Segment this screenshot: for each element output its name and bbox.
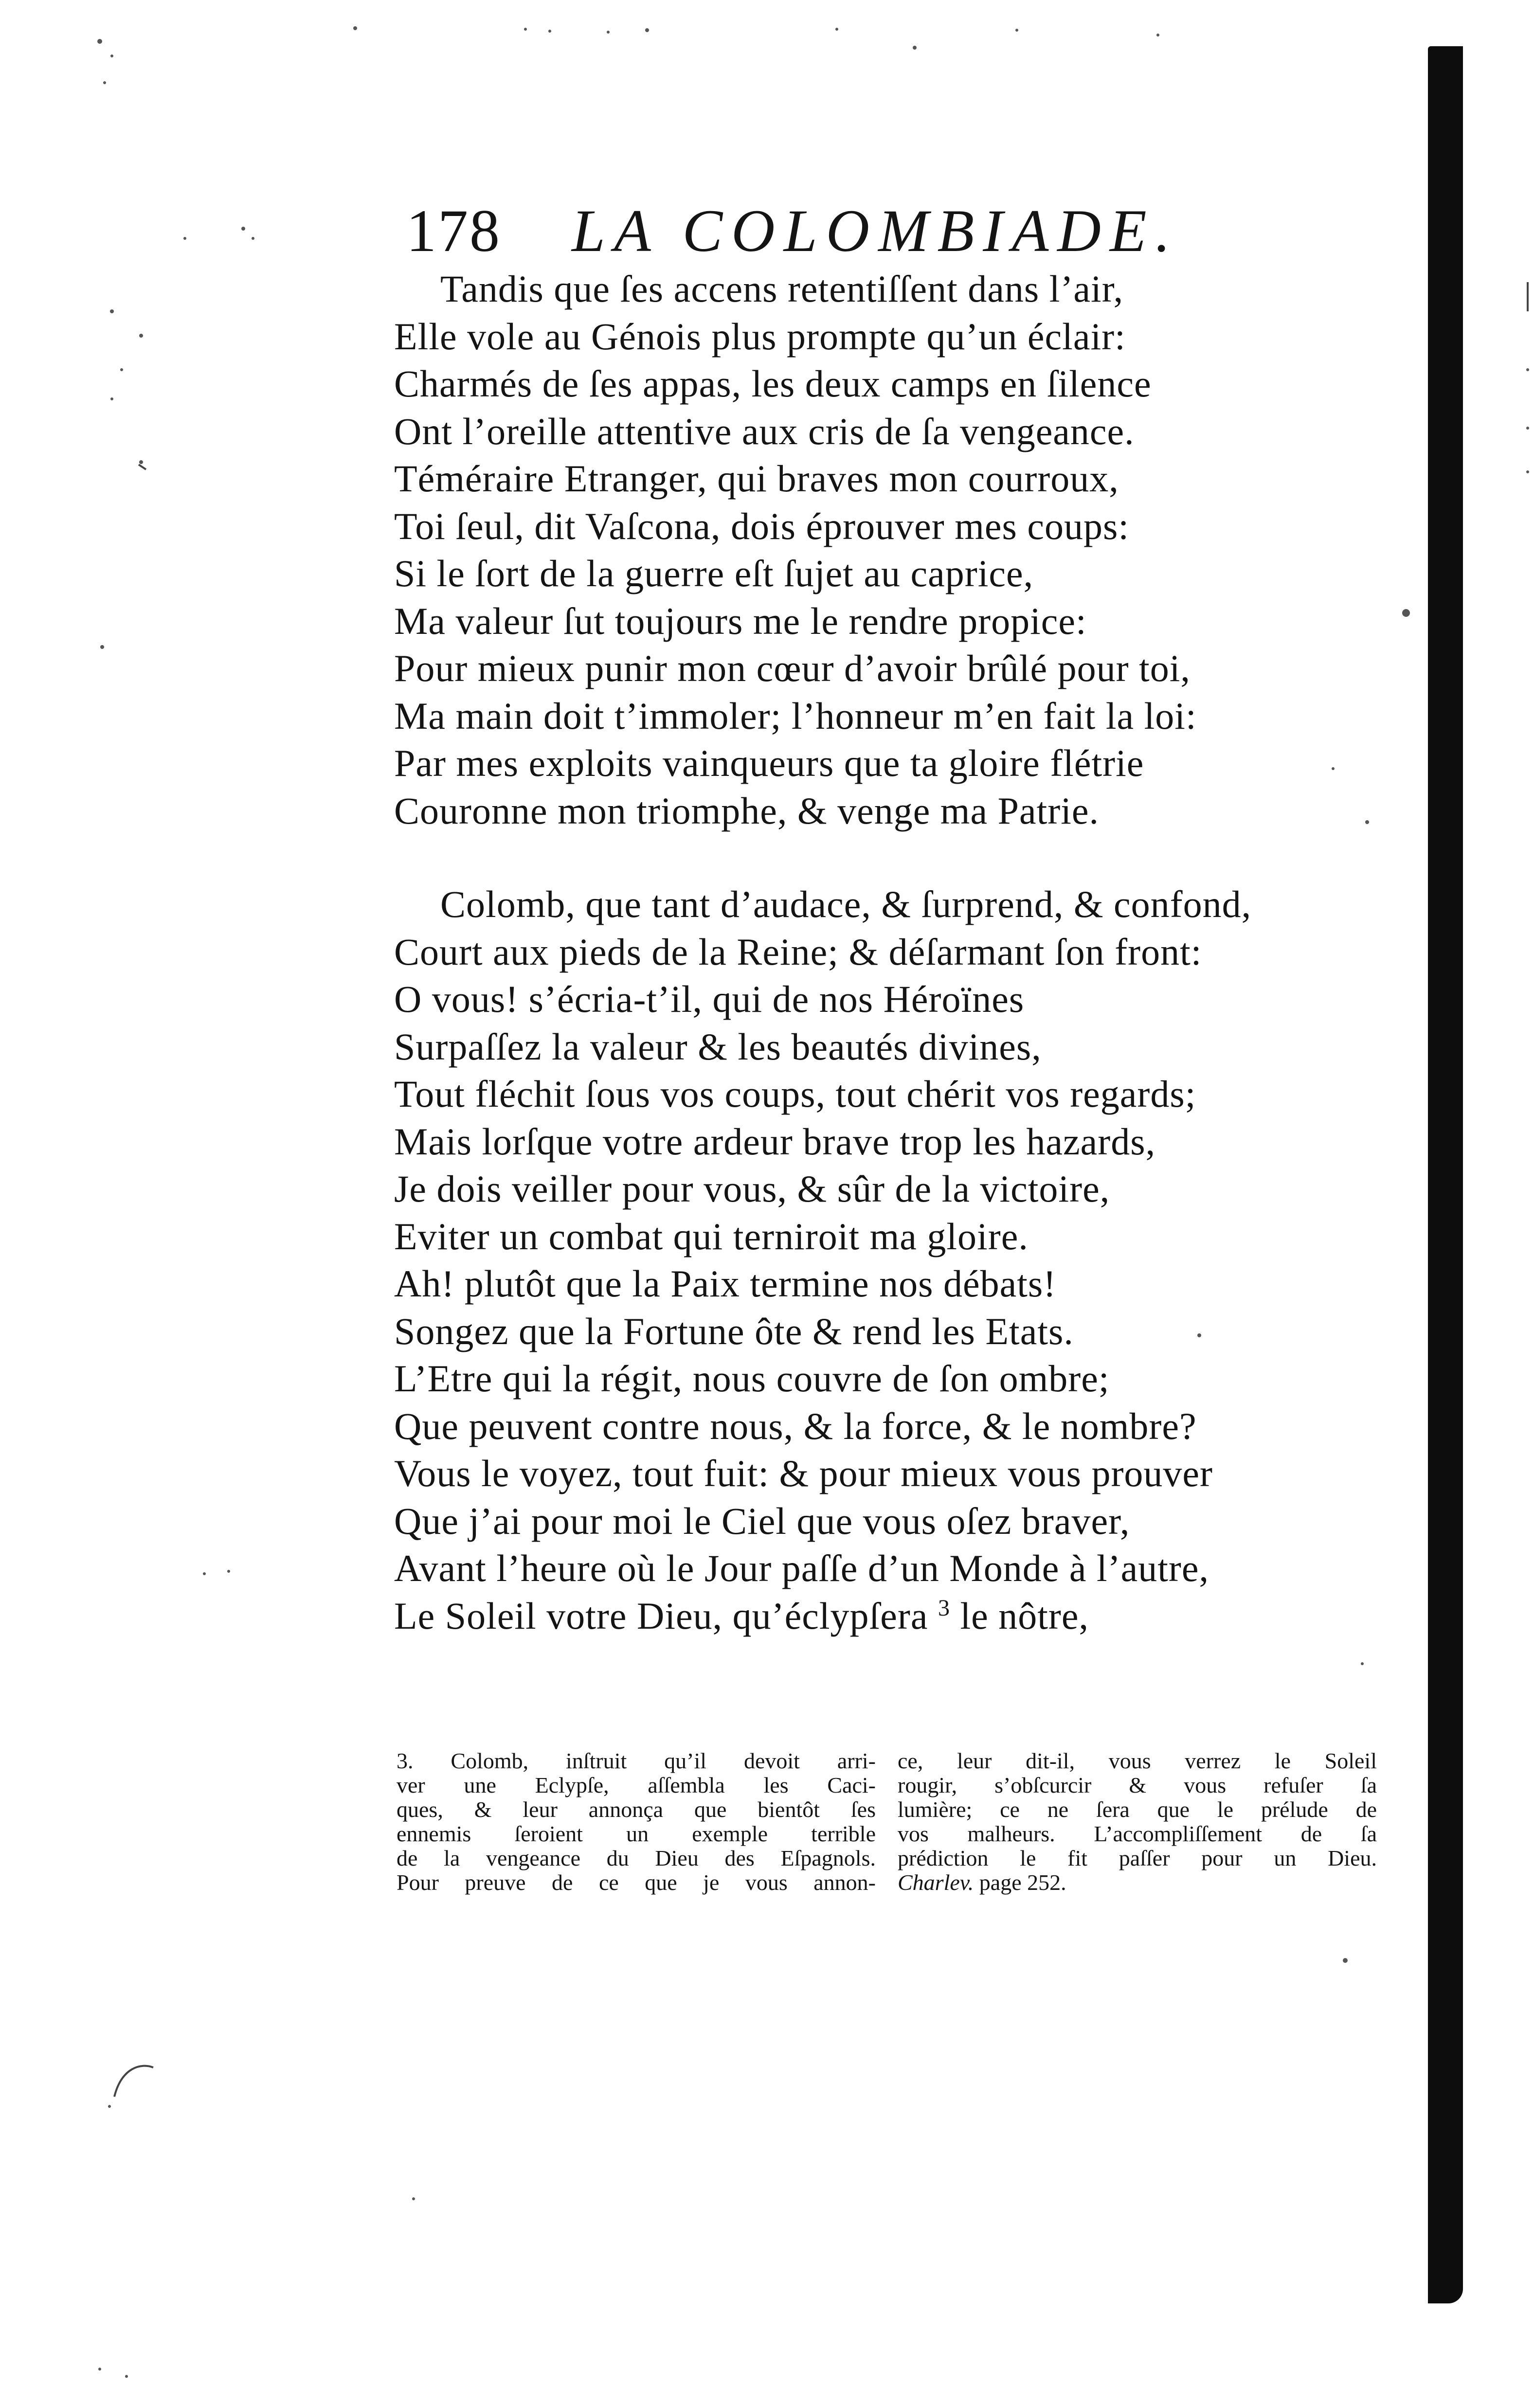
verse-line: Avant l’heure où le Jour paſſe d’un Monde à l’autre,	[394, 1547, 1209, 1589]
running-title: LA COLOMBIADE.	[572, 198, 1179, 264]
verse-line: Couronne mon triomphe, & venge ma Patrie.	[394, 789, 1100, 832]
verse-line: Par mes exploits vainqueurs que ta gloire flétrie	[394, 742, 1144, 784]
verse-line: Court aux pieds de la Reine; & déſarmant ſon front:	[394, 930, 1202, 973]
footnote-column-right	[898, 1749, 1377, 1895]
footnote-line: 3. Colomb, inſtruit qu’il devoit arri-	[397, 1748, 876, 1773]
footnote-citation	[898, 1870, 1377, 1895]
verse-line: Colomb, que tant d’audace, & ſurprend, & confond,	[440, 883, 1252, 925]
citation-author: Charlev.	[898, 1870, 974, 1895]
verse-line: Pour mieux punir mon cœur d’avoir brûlé pour toi,	[394, 647, 1191, 689]
poem-body	[394, 265, 1391, 1639]
verse-line: Surpaſſez la valeur & les beautés divines,	[394, 1025, 1042, 1068]
footnote-line: ques, & leur annonça que bientôt ſes	[397, 1797, 876, 1822]
verse-line-with-note	[394, 1592, 1391, 1640]
page-number: 178	[406, 198, 501, 264]
verse-line: Ont l’oreille attentive aux cris de ſa vengeance.	[394, 410, 1135, 452]
verse-line: Ma valeur ſut toujours me le rendre propice:	[394, 599, 1087, 642]
verse-line: Eviter un combat qui terniroit ma gloire.	[394, 1215, 1029, 1258]
verse-line: L’Etre qui la régit, nous couvre de ſon ombre;	[394, 1357, 1110, 1400]
verse-text: le nôtre,	[950, 1594, 1089, 1637]
footnote-line: vos malheurs. L’accompliſſement de ſa	[898, 1821, 1377, 1846]
footnote-line: Pour preuve de ce que je vous annon-	[397, 1870, 876, 1895]
verse-line: Que j’ai pour moi le Ciel que vous oſez braver,	[394, 1499, 1130, 1542]
citation-page: page 252.	[974, 1870, 1066, 1895]
page-header	[406, 195, 1243, 268]
verse-line: Ma main doit t’immoler; l’honneur m’en fait la loi:	[394, 694, 1197, 737]
verse-line: Je dois veiller pour vous, & sûr de la victoire,	[394, 1168, 1110, 1210]
verse-line: Ah! plutôt que la Paix termine nos débats!	[394, 1262, 1057, 1305]
footnote-column-left	[397, 1749, 876, 1895]
footnote-line: de la vengeance du Dieu des Eſpagnols.	[397, 1846, 876, 1870]
footnote-line: ennemis ſeroient un exemple terrible	[397, 1821, 876, 1846]
footnote-line: rougir, s’obſcurcir & vous refuſer ſa	[898, 1773, 1377, 1797]
verse-line: Charmés de ſes appas, les deux camps en ſilence	[394, 362, 1152, 405]
footnote-line: lumière; ce ne ſera que le prélude de	[898, 1797, 1377, 1822]
verse-line: Si le ſort de la guerre eſt ſujet au caprice,	[394, 552, 1034, 594]
stanza-2	[394, 881, 1391, 1639]
verse-line: Tout fléchit ſous vos coups, tout chérit vos regards;	[394, 1073, 1196, 1115]
verse-line: Téméraire Etranger, qui braves mon courroux,	[394, 457, 1119, 500]
verse-line: Toi ſeul, dit Vaſcona, dois éprouver mes coups:	[394, 504, 1129, 547]
verse-text: Le Soleil votre Dieu, qu’éclypſera	[394, 1594, 928, 1637]
footnote-line: ce, leur dit-il, vous verrez le Soleil	[898, 1748, 1377, 1773]
footnote	[397, 1749, 1389, 1914]
verse-line: Que peuvent contre nous, & la force, & le nombre?	[394, 1404, 1197, 1447]
verse-line: Mais lorſque votre ardeur brave trop les hazards,	[394, 1120, 1156, 1163]
verse-line: Vous le voyez, tout fuit: & pour mieux vous prouver	[394, 1452, 1213, 1494]
footnote-line: prédiction le fit paſſer pour un Dieu.	[898, 1846, 1377, 1870]
footnote-reference[interactable]: 3	[938, 1595, 950, 1621]
footnote-line: ver une Eclypſe, aſſembla les Caci-	[397, 1773, 876, 1797]
verse-line: Tandis que ſes accens retentiſſent dans l’air,	[440, 268, 1124, 310]
verse-line: Elle vole au Génois plus prompte qu’un éclair:	[394, 315, 1126, 358]
verse-line: O vous! s’écria-t’il, qui de nos Héroïnes	[394, 978, 1025, 1020]
stanza-1	[394, 265, 1391, 834]
verse-line: Songez que la Fortune ôte & rend les Etats.	[394, 1310, 1074, 1352]
